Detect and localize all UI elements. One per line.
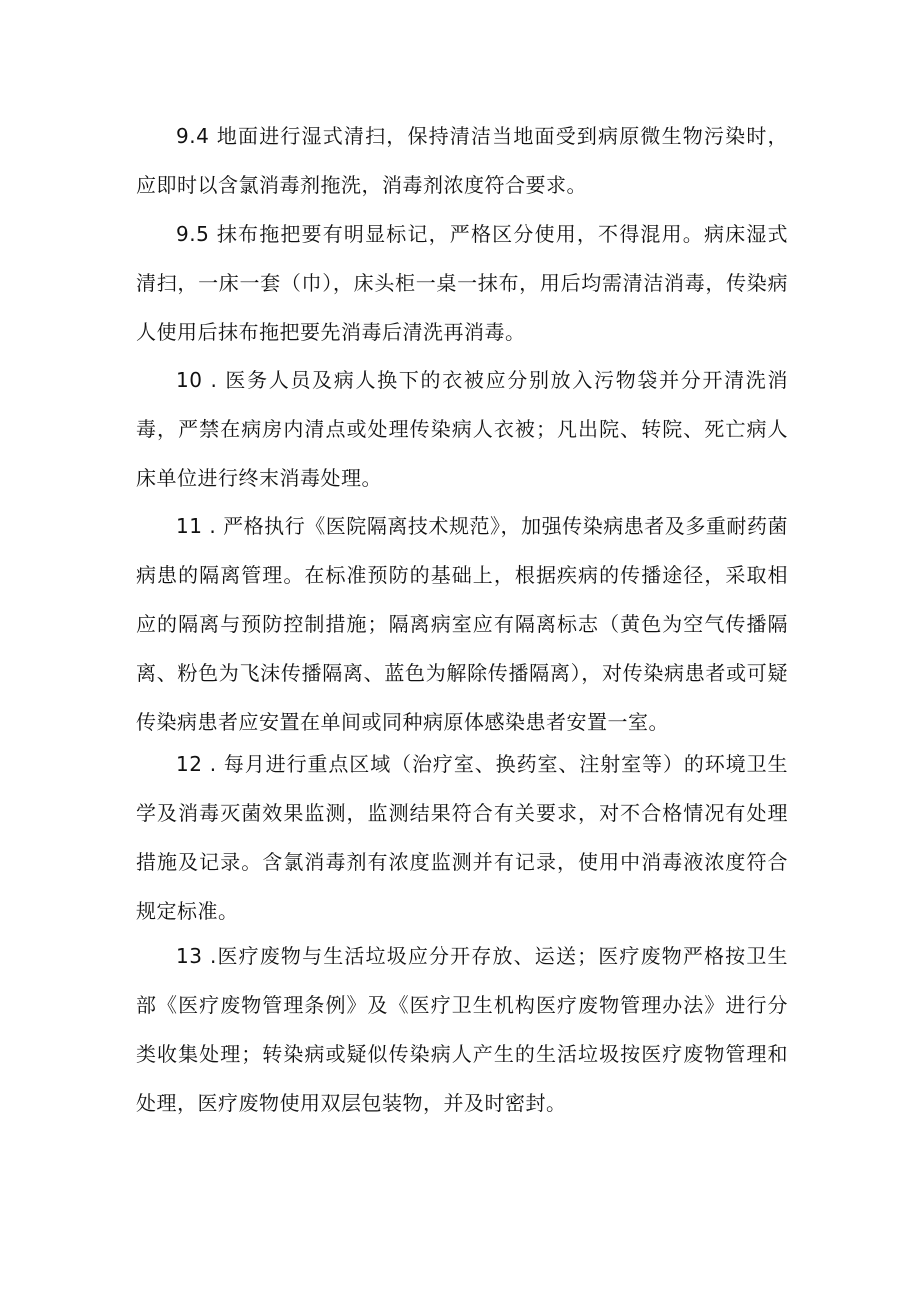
paragraph-13: 13 .医疗废物与生活垃圾应分开存放、运送；医疗废物严格按卫生部《医疗废物管理条例》及《医疗卫生机构医疗废物管理办法》进行分类收集处理；转染病或疑似传染病人产生的生活垃圾按医疗废物管理和处理，医疗废物使用双层包装物，并及时密封。 (136, 944, 788, 1115)
paragraph-9-5: 9.5 抹布拖把要有明显标记，严格区分使用，不得混用。病床湿式清扫，一床一套（巾），床头柜一桌一抹布，用后均需清洁消毒，传染病人使用后抹布拖把要先消毒后清洗再消毒。 (136, 222, 788, 344)
paragraph-9-4: 9.4 地面进行湿式清扫，保持清洁当地面受到病原微生物污染时，应即时以含氯消毒剂拖洗，消毒剂浓度符合要求。 (136, 124, 788, 197)
paragraph-10: 10 . 医务人员及病人换下的衣被应分别放入污物袋并分开清洗消毒，严禁在病房内清点或处理传染病人衣被；凡出院、转院、死亡病人床单位进行终末消毒处理。 (136, 368, 788, 490)
paragraph-12: 12 . 每月进行重点区域（治疗室、换药室、注射室等）的环境卫生学及消毒灭菌效果监测，监测结果符合有关要求，对不合格情况有处理措施及记录。含氯消毒剂有浓度监测并有记录，使用中消毒液浓度符合规定标准。 (136, 752, 788, 923)
paragraph-11: 11 . 严格执行《医院隔离技术规范》，加强传染病患者及多重耐药菌病患的隔离管理。在标准预防的基础上，根据疾病的传播途径，采取相应的隔离与预防控制措施；隔离病室应有隔离标志（黄色为空气传播隔离、粉色为飞沫传播隔离、蓝色为解除传播隔离），对传染病患者或可疑传染病患者应安置在单间或同种病原体感染患者安置一室。 (136, 514, 788, 734)
